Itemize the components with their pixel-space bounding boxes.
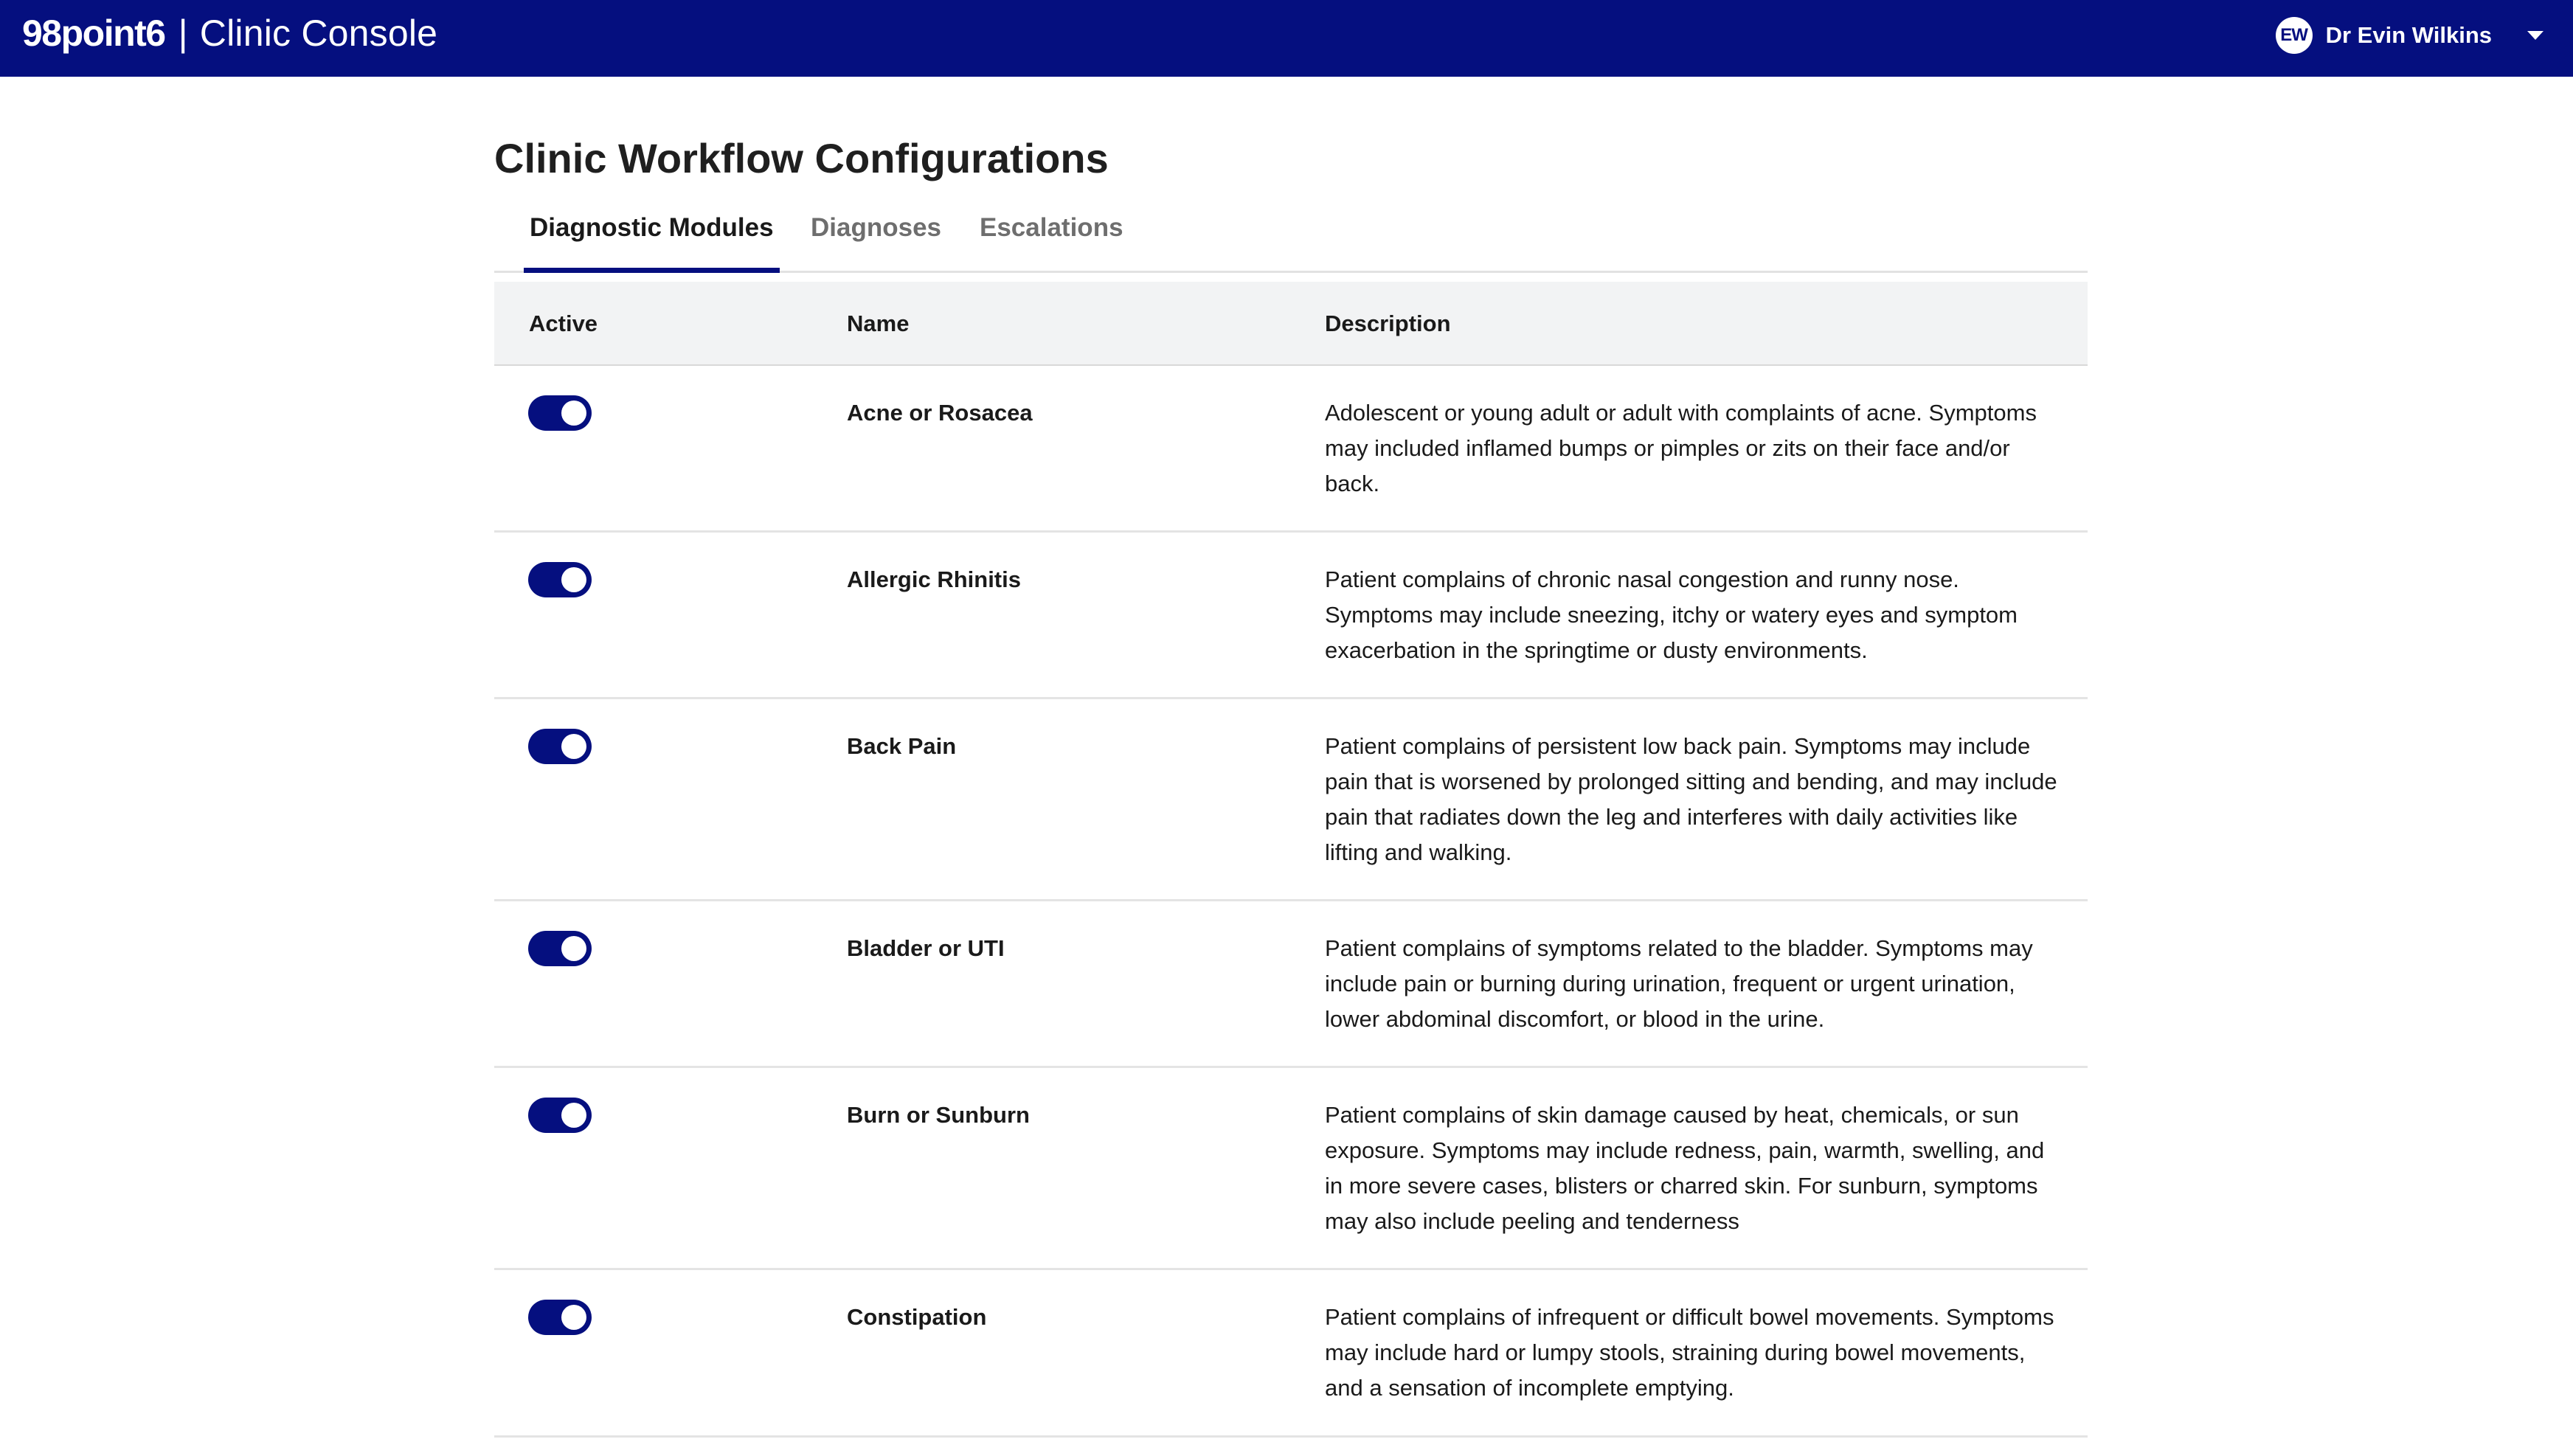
module-description: Patient complains of skin damage caused by heat, chemicals, or sun exposure. Symptoms may include redness, pain, warmth, swelling, and in more severe cases, blisters or charred skin. For sunburn, symptoms may also include peeling and tenderness xyxy=(1325,1102,2045,1234)
toggle-knob xyxy=(561,734,586,759)
active-toggle[interactable] xyxy=(528,1300,592,1335)
module-description: Patient complains of chronic nasal congestion and runny nose. Symptoms may include sneezing, itchy or watery eyes and symptom exacerbation in the springtime or dusty environments. xyxy=(1325,566,2018,663)
app-name: Clinic Console xyxy=(199,13,438,54)
tab-escalations[interactable]: Escalations xyxy=(980,213,1123,242)
active-toggle[interactable] xyxy=(528,1098,592,1133)
top-bar xyxy=(0,0,2573,77)
module-name: Constipation xyxy=(847,1304,987,1330)
tab-diagnostic-modules[interactable]: Diagnostic Modules xyxy=(524,202,780,273)
table-row xyxy=(494,1270,2088,1438)
tab-bar xyxy=(494,202,2088,273)
brand-separator: | xyxy=(178,13,188,54)
tab-diagnoses[interactable]: Diagnoses xyxy=(811,213,941,242)
table-row xyxy=(494,699,2088,901)
modules-table xyxy=(494,282,2088,1438)
toggle-knob xyxy=(561,401,586,426)
toggle-knob xyxy=(561,1103,586,1128)
column-header-name[interactable]: Name xyxy=(847,311,910,336)
table-row xyxy=(494,366,2088,533)
column-header-active[interactable]: Active xyxy=(529,311,598,336)
table-header xyxy=(494,282,2088,366)
user-menu[interactable] xyxy=(2276,0,2543,71)
table-row xyxy=(494,1068,2088,1270)
module-description: Patient complains of persistent low back pain. Symptoms may include pain that is worsened by prolonged sitting and bending, and may include pain that radiates down the leg and interferes with daily activities like lifting and walking. xyxy=(1325,733,2057,865)
module-name: Bladder or UTI xyxy=(847,935,1005,961)
toggle-knob xyxy=(561,1305,586,1330)
user-name: Dr Evin Wilkins xyxy=(2325,22,2492,48)
table-row xyxy=(494,901,2088,1068)
module-name: Allergic Rhinitis xyxy=(847,566,1021,592)
page-title: Clinic Workflow Configurations xyxy=(494,135,1109,181)
module-description: Patient complains of symptoms related to the bladder. Symptoms may include pain or burning during urination, frequent or urgent urination, lower abdominal discomfort, or blood in the urine. xyxy=(1325,935,2033,1032)
chevron-down-icon[interactable] xyxy=(2527,31,2543,40)
toggle-knob xyxy=(561,936,586,961)
table-row xyxy=(494,533,2088,699)
module-description: Adolescent or young adult or adult with complaints of acne. Symptoms may included inflamed bumps or pimples or zits on their face and/or back. xyxy=(1325,400,2037,496)
toggle-knob xyxy=(561,567,586,592)
module-name: Burn or Sunburn xyxy=(847,1102,1030,1128)
active-toggle[interactable] xyxy=(528,395,592,431)
column-header-description[interactable]: Description xyxy=(1325,311,1451,336)
active-toggle[interactable] xyxy=(528,729,592,764)
module-name: Acne or Rosacea xyxy=(847,400,1033,426)
avatar: EW xyxy=(2276,17,2313,54)
module-name: Back Pain xyxy=(847,733,957,759)
module-description: Patient complains of infrequent or difficult bowel movements. Symptoms may include hard or lumpy stools, straining during bowel movements, and a sensation of incomplete emptying. xyxy=(1325,1304,2054,1401)
active-toggle[interactable] xyxy=(528,931,592,966)
active-toggle[interactable] xyxy=(528,562,592,597)
logo: 98point6 xyxy=(22,13,165,54)
brand[interactable] xyxy=(22,0,437,66)
